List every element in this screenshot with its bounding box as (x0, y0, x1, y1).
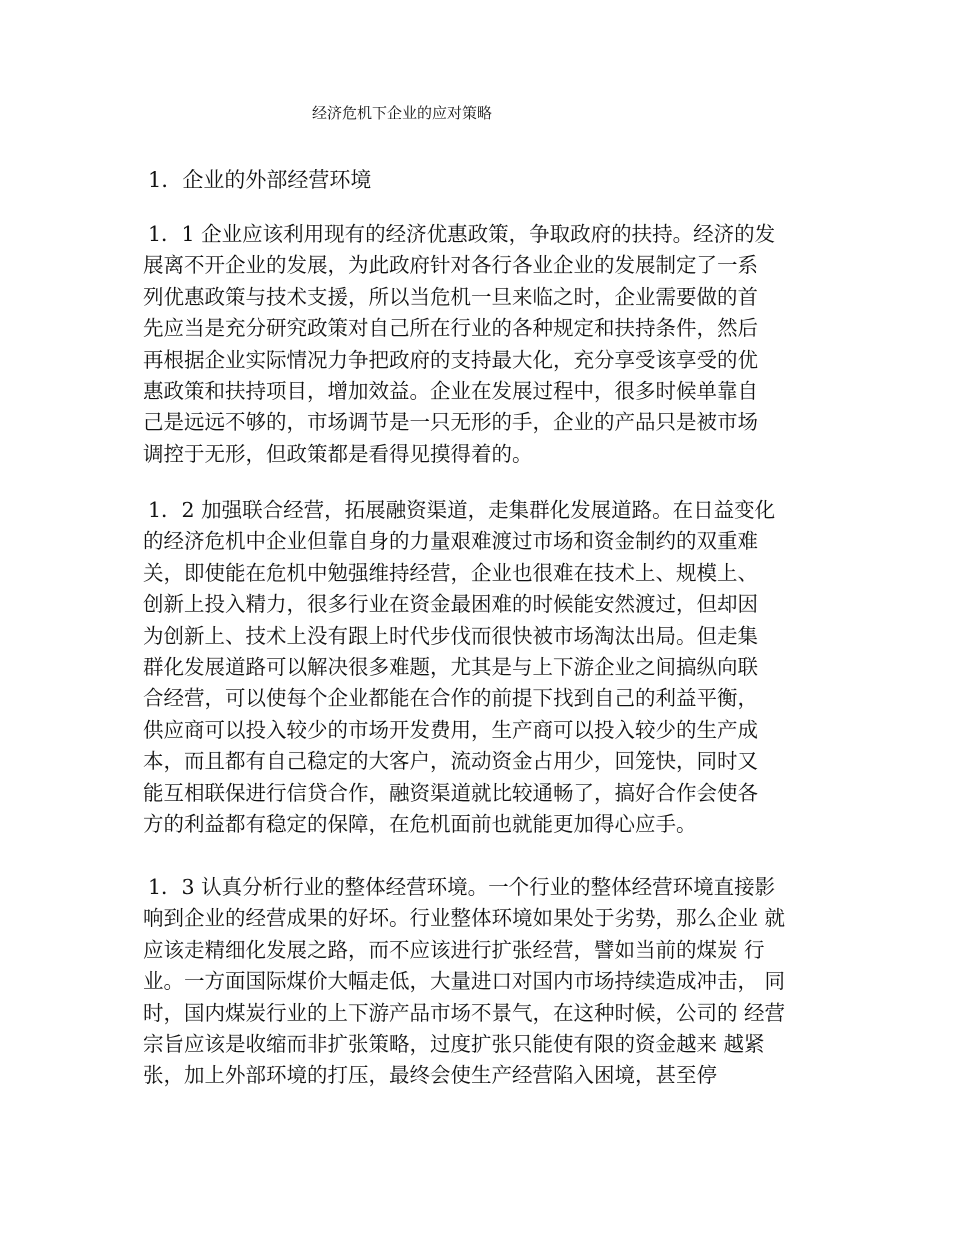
paragraph-line: 合经营，可以使每个企业都能在合作的前提下找到自己的利益平衡， (143, 686, 758, 711)
paragraph-line: 应该走精细化发展之路，而不应该进行扩张经营，譬如当前的煤炭 行 (143, 937, 765, 962)
paragraph-line: 再根据企业实际情况力争把政府的支持最大化，充分享受该享受的优 (143, 347, 758, 372)
paragraph-line: 时，国内煤炭行业的上下游产品市场不景气，在这种时候，公司的 经营 (143, 1000, 786, 1025)
paragraph-line: 供应商可以投入较少的市场开发费用，生产商可以投入较少的生产成 (143, 717, 758, 742)
paragraph-line: 创新上投入精力，很多行业在资金最困难的时候能安然渡过，但却因 (143, 592, 758, 617)
paragraph-line: 调控于无形，但政策都是看得见摸得着的。 (143, 441, 533, 466)
paragraph-line: 1．1 企业应该利用现有的经济优惠政策，争取政府的扶持。经济的发 (148, 222, 776, 246)
paragraph-line: 宗旨应该是收缩而非扩张策略，过度扩张只能使有限的资金越来 越紧 (143, 1031, 765, 1056)
paragraph-line: 的经济危机中企业但靠自身的力量艰难渡过市场和资金制约的双重难 (143, 529, 758, 554)
paragraph-line: 本，而且都有自己稳定的大客户，流动资金占用少，回笼快，同时又 (143, 749, 758, 774)
paragraph-line: 方的利益都有稳定的保障，在危机面前也就能更加得心应手。 (143, 811, 697, 836)
paragraph-line: 展离不开企业的发展，为此政府针对各行各业企业的发展制定了一系 (143, 253, 758, 278)
paragraph-line: 群化发展道路可以解决很多难题，尤其是与上下游企业之间搞纵向联 (143, 654, 758, 679)
paragraph-line: 1．3 认真分析行业的整体经营环境。一个行业的整体经营环境直接影 (148, 875, 776, 899)
paragraph-line: 关，即使能在危机中勉强维持经营，企业也很难在技术上、规模上、 (143, 560, 758, 585)
paragraph-line: 1．2 加强联合经营，拓展融资渠道，走集群化发展道路。在日益变化 (148, 498, 776, 522)
paragraph-line: 己是远远不够的，市场调节是一只无形的手，企业的产品只是被市场 (143, 410, 758, 435)
paragraph-line: 先应当是充分研究政策对自己所在行业的各种规定和扶持条件，然后 (143, 316, 758, 341)
paragraph-line: 张，加上外部环境的打压，最终会使生产经营陷入困境，甚至停 (143, 1063, 717, 1088)
paragraph-1-2 (143, 495, 823, 840)
paragraph-line: 惠政策和扶持项目，增加效益。企业在发展过程中，很多时候单靠自 (143, 378, 758, 403)
paragraph-line: 为创新上、技术上没有跟上时代步伐而很快被市场淘汰出局。但走集 (143, 623, 758, 648)
paragraph-line: 列优惠政策与技术支援，所以当危机一旦来临之时，企业需要做的首 (143, 284, 758, 309)
paragraph-line: 业。一方面国际煤价大幅走低，大量进口对国内市场持续造成冲击， 同 (143, 969, 786, 994)
paragraph-line: 响到企业的经营成果的好坏。行业整体环境如果处于劣势，那么企业 就 (143, 906, 786, 931)
section-heading: 1．企业的外部经营环境 (148, 168, 372, 192)
paragraph-line: 能互相联保进行信贷合作，融资渠道就比较通畅了，搞好合作会使各 (143, 780, 758, 805)
paragraph-1-3 (143, 872, 823, 1092)
paragraph-1-1 (143, 219, 823, 470)
document-title: 经济危机下企业的应对策略 (312, 104, 493, 122)
